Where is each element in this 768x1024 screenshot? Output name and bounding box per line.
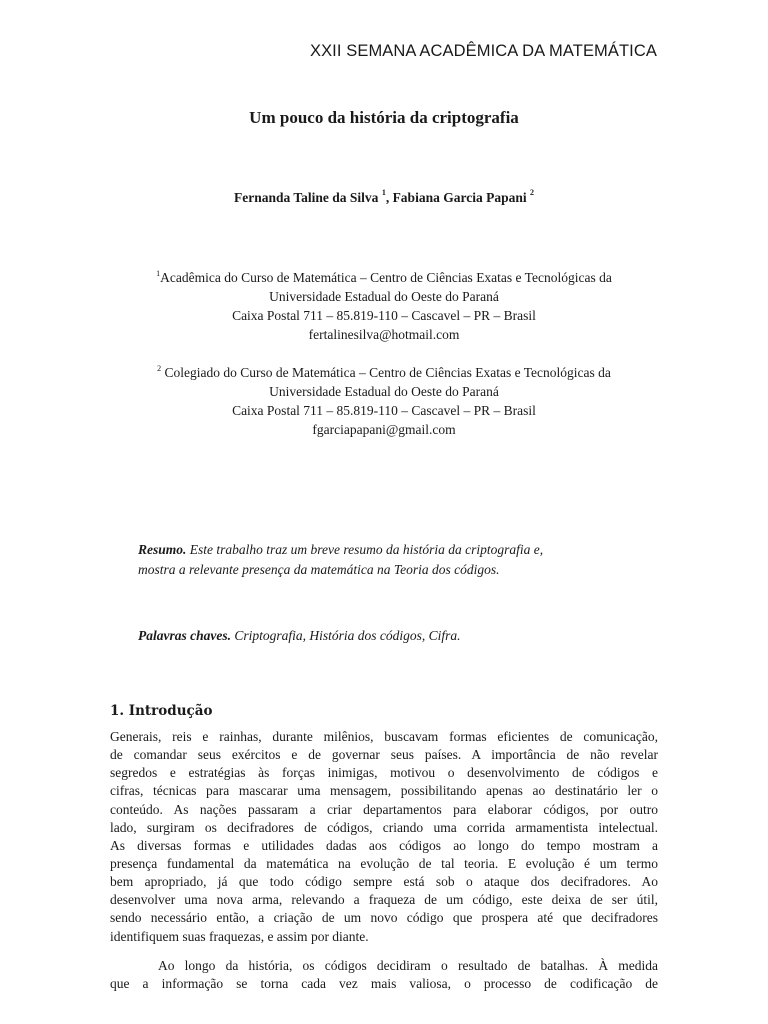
text-line: conteúdo. As nações passaram a criar departamentos para elaborar códigos, por outro xyxy=(110,801,658,817)
affiliation-text: Colegiado do Curso de Matemática – Centro de Ciências Exatas e Tecnológicas da xyxy=(161,365,611,380)
abstract-label: Resumo. xyxy=(138,542,187,557)
affiliation-marker: 1 xyxy=(156,269,161,278)
text-line: Ao longo da história, os códigos decidiram o resultado de batalhas. À medida xyxy=(158,958,658,973)
affiliation-line xyxy=(110,264,658,287)
affiliation-2 xyxy=(110,359,658,439)
affiliation-text: Acadêmica do Curso de Matemática – Centro de Ciências Exatas e Tecnológicas da xyxy=(160,270,612,285)
affiliation-address: Caixa Postal 711 – 85.819-110 – Cascavel – PR – Brasil xyxy=(232,308,536,323)
text-line: identifiquem suas fraquezas, e assim por diante. xyxy=(110,928,369,944)
author-affiliation-marker-2: 2 xyxy=(529,188,534,197)
author-affiliation-marker-1: 1 xyxy=(381,188,386,197)
abstract xyxy=(138,540,638,580)
running-header: XXII SEMANA ACADÊMICA DA MATEMÁTICA xyxy=(309,42,657,60)
text-line: desenvolver uma nova arma, relevando a fraqueza de um código, este deixa de ser útil, xyxy=(110,892,658,908)
body-paragraph-1 xyxy=(110,728,658,946)
text-line: Generais, reis e rainhas, durante milênios, buscavam formas eficientes de comunicação, xyxy=(110,729,658,744)
affiliation-line: Universidade Estadual do Oeste do Paraná xyxy=(269,289,499,304)
affiliation-email: fgarciapapani@gmail.com xyxy=(312,422,456,437)
text-line: presença fundamental da matemática na evolução de tal teoria. E evolução é um termo xyxy=(110,855,658,871)
affiliation-marker: 2 xyxy=(157,364,162,373)
paper-title: Um pouco da história da criptografia xyxy=(249,108,519,127)
author-name-1: Fernanda Taline da Silva xyxy=(234,190,379,205)
affiliation-email: fertalinesilva@hotmail.com xyxy=(308,327,460,342)
author-name-2: , Fabiana Garcia Papani xyxy=(385,190,527,205)
affiliation-line xyxy=(110,359,658,382)
text-line: As diversas formas e utilidades dadas aos códigos ao longo do tempo mostram a xyxy=(110,837,658,853)
section-heading: 1. Introdução xyxy=(110,703,213,719)
text-line: lado, surgiram os decifradores de códigos, criando uma corrida armamentista intelectual. xyxy=(110,819,658,835)
text-line: bem apropriado, já que todo código sempre está sob o ataque dos decifradores. Ao xyxy=(110,874,658,890)
affiliation-line: Universidade Estadual do Oeste do Paraná xyxy=(269,384,499,399)
body-paragraph-2 xyxy=(110,957,658,993)
text-line: que a informação se torna cada vez mais valiosa, o processo de codificação de xyxy=(110,976,658,992)
keywords-label: Palavras chaves. xyxy=(138,628,231,643)
affiliation-1 xyxy=(110,264,658,344)
text-line: segredos e estratégias às forças inimigas, motivou o desenvolvimento de códigos e xyxy=(110,765,658,781)
text-line: cifras, técnicas para mascarar uma mensagem, possibilitando apenas ao destinatário ler o xyxy=(110,783,658,799)
keywords-text: Criptografia, História dos códigos, Cifra. xyxy=(230,628,461,643)
text-line: sendo necessário então, a criação de um novo código que prospera até que decifradores xyxy=(110,910,658,926)
abstract-text: Este trabalho traz um breve resumo da história da criptografia e, xyxy=(186,542,544,557)
text-line: de comandar seus exércitos e de governar seus países. A importância de não revelar xyxy=(110,747,658,763)
author-line xyxy=(0,188,768,206)
keywords xyxy=(138,626,638,646)
abstract-line xyxy=(138,540,638,560)
abstract-line: mostra a relevante presença da matemática na Teoria dos códigos. xyxy=(138,562,500,577)
affiliation-address: Caixa Postal 711 – 85.819-110 – Cascavel – PR – Brasil xyxy=(232,403,536,418)
